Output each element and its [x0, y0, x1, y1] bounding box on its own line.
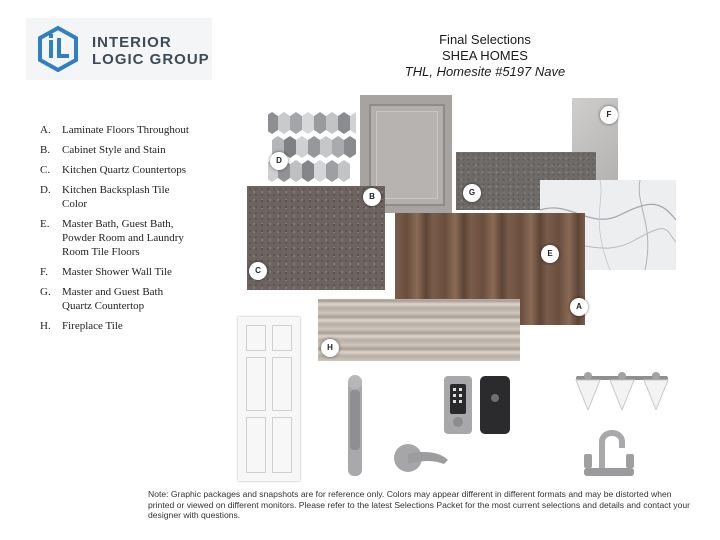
legend-key: A.: [40, 124, 51, 136]
swatch-badge-e: E: [541, 245, 559, 263]
swatch-badge-b: B: [363, 188, 381, 206]
legend-item: [40, 319, 190, 333]
door-panel: [246, 417, 266, 473]
legend-key: G.: [40, 286, 51, 298]
legend-key: D.: [40, 184, 51, 196]
page-title: Final Selections: [439, 32, 531, 47]
legend-key: C.: [40, 164, 51, 176]
legend-label: Master and Guest Bath Quartz Countertop: [62, 286, 164, 312]
legend-key: F.: [40, 266, 48, 278]
smart-lock-image: [442, 374, 514, 436]
door-panel: [272, 357, 292, 411]
legend-label: Cabinet Style and Stain: [62, 144, 166, 156]
door-panel: [246, 357, 266, 411]
legend-label: Laminate Floors Throughout: [62, 124, 189, 136]
legend-item: [40, 285, 190, 313]
legend-key: H.: [40, 320, 51, 332]
logo-line-2: LOGIC GROUP: [92, 51, 210, 68]
legend-item: [40, 217, 190, 259]
legend-item: [40, 265, 190, 279]
swatch-badge-f: F: [600, 106, 618, 124]
logo-line-1: INTERIOR: [92, 34, 172, 51]
disclaimer-note: Note: Graphic packages and snapshots are for reference only. Colors may appear different in different formats and may be distorted when printed or viewed on different monitors. Please refer to the latest Selections Packet for the most current selections and details and contact your designer with questions.: [148, 489, 691, 520]
door-handleset-image: [340, 372, 450, 484]
selections-legend: [40, 123, 190, 339]
door-panel: [272, 325, 292, 351]
legend-item: [40, 183, 190, 211]
legend-label: Master Shower Wall Tile: [62, 266, 172, 278]
legend-key: B.: [40, 144, 51, 156]
faucet-image: [578, 424, 640, 480]
legend-label: Fireplace Tile: [62, 320, 123, 332]
door-panel: [272, 417, 292, 473]
page-header: [380, 32, 590, 80]
cabinet-door-inset: [376, 111, 438, 199]
legend-item: [40, 123, 190, 137]
legend-key: E.: [40, 218, 50, 230]
swatch-badge-c: C: [249, 262, 267, 280]
swatch-badge-h: H: [321, 339, 339, 357]
homesite-subtitle: THL, Homesite #5197 Nave: [404, 64, 566, 79]
swatch-badge-g: G: [463, 184, 481, 202]
logo-wordmark: [92, 34, 210, 68]
company-logo: [26, 18, 212, 80]
interior-door-image: [238, 317, 300, 481]
door-panel: [246, 325, 266, 351]
swatch-badge-a: A: [570, 298, 588, 316]
interior-logic-group-logo-icon: [34, 24, 82, 72]
builder-name: SHEA HOMES: [442, 48, 528, 63]
vanity-light-image: [572, 366, 672, 410]
legend-label: Kitchen Quartz Countertops: [62, 164, 187, 176]
legend-label: Kitchen Backsplash Tile Color: [62, 184, 170, 210]
legend-label: Master Bath, Guest Bath, Powder Room and Laundry Room Tile Floors: [62, 218, 184, 258]
backsplash-tile-swatch: [268, 112, 356, 184]
swatch-badge-d: D: [270, 152, 288, 170]
legend-item: [40, 163, 190, 177]
legend-item: [40, 143, 190, 157]
picket-tile-pattern: [268, 112, 356, 182]
fireplace-tile-swatch: [318, 299, 520, 361]
